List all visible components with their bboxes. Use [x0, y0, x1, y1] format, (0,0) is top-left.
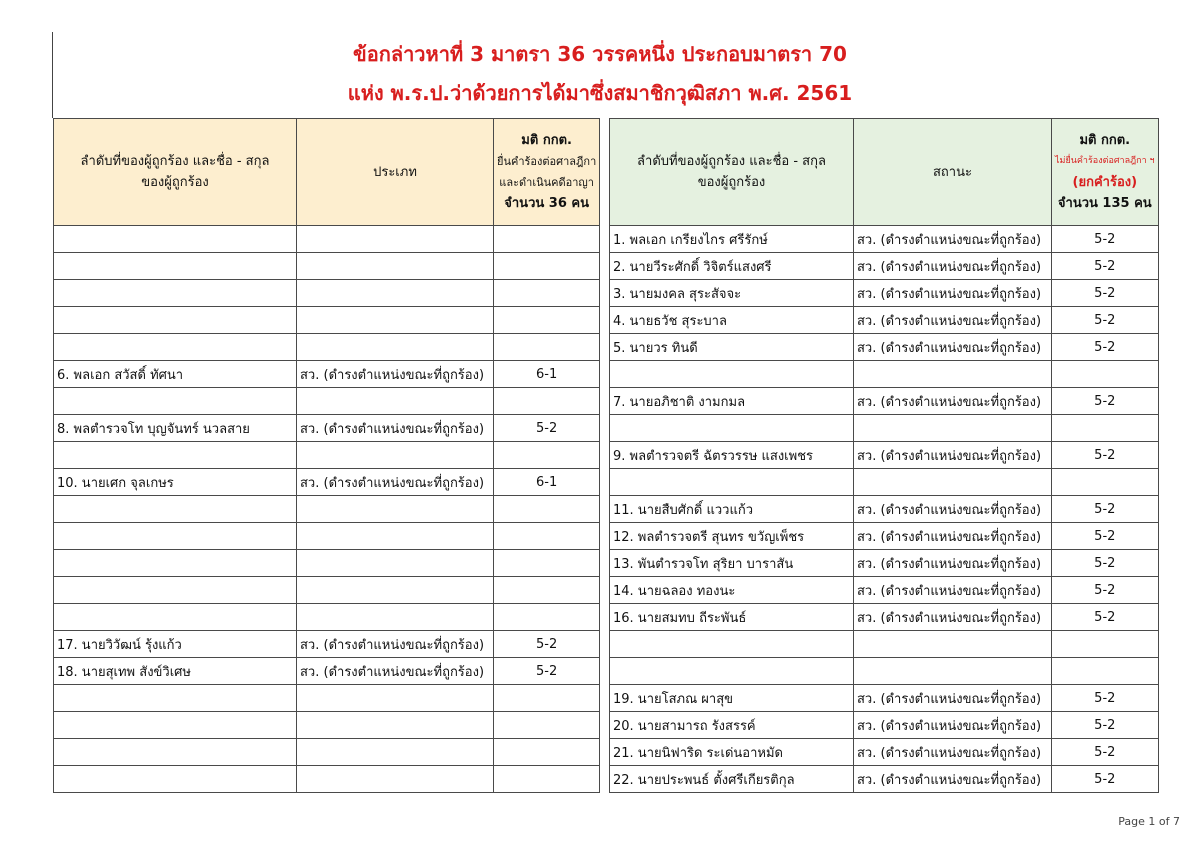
- left-cell-type: [297, 604, 494, 631]
- left-header-name: [54, 119, 297, 226]
- table-row: [610, 253, 1159, 280]
- left-cell-vote: [494, 253, 600, 280]
- left-cell-vote: 5-2: [494, 415, 600, 442]
- right-cell-vote: 5-2: [1052, 577, 1159, 604]
- left-cell-vote: [494, 388, 600, 415]
- left-cell-name: [54, 523, 297, 550]
- right-cell-name: [610, 631, 854, 658]
- right-cell-vote: 5-2: [1052, 604, 1159, 631]
- right-cell-name: 12. พลตำรวจตรี สุนทร ขวัญเพ็ชร: [610, 523, 854, 550]
- right-header-resolution-line-1: มติ กกต.: [1079, 133, 1131, 148]
- left-cell-vote: 6-1: [494, 469, 600, 496]
- right-cell-name: 13. พันตำรวจโท สุริยา บาราสัน: [610, 550, 854, 577]
- table-row: [610, 604, 1159, 631]
- left-cell-name: [54, 442, 297, 469]
- table-row: [610, 388, 1159, 415]
- left-cell-name: [54, 280, 297, 307]
- left-cell-type: [297, 280, 494, 307]
- right-cell-name: 7. นายอภิชาติ งามกมล: [610, 388, 854, 415]
- left-cell-name: [54, 550, 297, 577]
- right-cell-vote: 5-2: [1052, 334, 1159, 361]
- right-table-header-row: [610, 119, 1159, 226]
- left-header-name-line-2: ของผู้ถูกร้อง: [141, 175, 209, 190]
- right-cell-vote: 5-2: [1052, 226, 1159, 253]
- left-cell-name: [54, 604, 297, 631]
- left-cell-vote: [494, 604, 600, 631]
- right-cell-status: สว. (ดำรงตำแหน่งขณะที่ถูกร้อง): [854, 523, 1052, 550]
- right-cell-status: สว. (ดำรงตำแหน่งขณะที่ถูกร้อง): [854, 712, 1052, 739]
- left-cell-type: [297, 307, 494, 334]
- left-header-resolution-line-3: และดำเนินคดีอาญา: [499, 176, 594, 189]
- right-cell-name: 20. นายสามารถ รังสรรค์: [610, 712, 854, 739]
- right-header-name-line-1: ลำดับที่ของผู้ถูกร้อง และชื่อ - สกุล: [637, 154, 826, 169]
- right-cell-vote: [1052, 631, 1159, 658]
- left-cell-type: [297, 334, 494, 361]
- right-cell-status: [854, 469, 1052, 496]
- table-row: [54, 469, 600, 496]
- right-cell-vote: 5-2: [1052, 523, 1159, 550]
- right-cell-status: สว. (ดำรงตำแหน่งขณะที่ถูกร้อง): [854, 388, 1052, 415]
- left-cell-type: สว. (ดำรงตำแหน่งขณะที่ถูกร้อง): [297, 631, 494, 658]
- table-row: [610, 712, 1159, 739]
- left-cell-vote: [494, 226, 600, 253]
- table-row: [610, 496, 1159, 523]
- table-row: [610, 631, 1159, 658]
- table-row: [610, 766, 1159, 793]
- left-cell-vote: [494, 334, 600, 361]
- table-row: [54, 253, 600, 280]
- table-row: [610, 658, 1159, 685]
- right-cell-status: สว. (ดำรงตำแหน่งขณะที่ถูกร้อง): [854, 577, 1052, 604]
- left-header-resolution-line-4: จำนวน 36 คน: [504, 196, 589, 211]
- right-cell-vote: 5-2: [1052, 307, 1159, 334]
- table-row: [54, 415, 600, 442]
- left-table: [53, 118, 600, 793]
- left-cell-name: 10. นายเศก จุลเกษร: [54, 469, 297, 496]
- right-cell-name: 19. นายโสภณ ผาสุข: [610, 685, 854, 712]
- left-cell-vote: [494, 523, 600, 550]
- left-cell-type: [297, 712, 494, 739]
- right-cell-vote: 5-2: [1052, 550, 1159, 577]
- right-header-name-line-2: ของผู้ถูกร้อง: [697, 175, 766, 190]
- left-cell-name: [54, 496, 297, 523]
- right-cell-vote: 5-2: [1052, 388, 1159, 415]
- right-cell-vote: [1052, 469, 1159, 496]
- table-row: [54, 658, 600, 685]
- left-cell-name: 17. นายวิวัฒน์ รุ้งแก้ว: [54, 631, 297, 658]
- right-cell-name: [610, 469, 854, 496]
- right-header-resolution-line-3: (ยกคำร้อง): [1072, 175, 1138, 190]
- left-header-type: ประเภท: [297, 119, 494, 226]
- left-cell-name: 18. นายสุเทพ สังข์วิเศษ: [54, 658, 297, 685]
- left-header-resolution: [494, 119, 600, 226]
- left-cell-name: [54, 712, 297, 739]
- left-cell-vote: [494, 280, 600, 307]
- left-cell-type: [297, 523, 494, 550]
- table-row: [610, 523, 1159, 550]
- right-cell-name: [610, 361, 854, 388]
- right-header-resolution-line-4: จำนวน 135 คน: [1057, 196, 1152, 211]
- right-cell-vote: 5-2: [1052, 766, 1159, 793]
- table-row: [610, 577, 1159, 604]
- right-cell-name: 4. นายธวัช สุระบาล: [610, 307, 854, 334]
- right-table: [609, 118, 1159, 793]
- table-row: [54, 604, 600, 631]
- table-row: [610, 226, 1159, 253]
- left-cell-name: [54, 253, 297, 280]
- right-cell-status: สว. (ดำรงตำแหน่งขณะที่ถูกร้อง): [854, 496, 1052, 523]
- left-cell-name: [54, 685, 297, 712]
- left-cell-vote: [494, 496, 600, 523]
- right-cell-name: 9. พลตำรวจตรี ฉัตรวรรษ แสงเพชร: [610, 442, 854, 469]
- right-cell-status: สว. (ดำรงตำแหน่งขณะที่ถูกร้อง): [854, 550, 1052, 577]
- right-cell-vote: 5-2: [1052, 685, 1159, 712]
- table-row: [54, 712, 600, 739]
- page-number: Page 1 of 7: [1118, 815, 1180, 828]
- right-cell-name: 16. นายสมทบ ถีระพันธ์: [610, 604, 854, 631]
- right-cell-name: 1. พลเอก เกรียงไกร ศรีรักษ์: [610, 226, 854, 253]
- left-cell-name: [54, 739, 297, 766]
- left-cell-type: สว. (ดำรงตำแหน่งขณะที่ถูกร้อง): [297, 415, 494, 442]
- right-cell-name: 2. นายวีระศักดิ์ วิจิตร์แสงศรี: [610, 253, 854, 280]
- right-cell-name: 11. นายสืบศักดิ์ แววแก้ว: [610, 496, 854, 523]
- right-cell-status: สว. (ดำรงตำแหน่งขณะที่ถูกร้อง): [854, 604, 1052, 631]
- table-row: [54, 766, 600, 793]
- table-row: [54, 388, 600, 415]
- left-cell-vote: [494, 442, 600, 469]
- table-row: [610, 280, 1159, 307]
- left-cell-type: [297, 766, 494, 793]
- left-cell-vote: [494, 712, 600, 739]
- left-cell-name: 8. พลตำรวจโท บุญจันทร์ นวลสาย: [54, 415, 297, 442]
- right-cell-name: 14. นายฉลอง ทองนะ: [610, 577, 854, 604]
- right-header-resolution: [1052, 119, 1159, 226]
- table-row: [54, 226, 600, 253]
- right-cell-name: [610, 658, 854, 685]
- left-cell-type: [297, 253, 494, 280]
- right-cell-vote: 5-2: [1052, 739, 1159, 766]
- right-cell-vote: 5-2: [1052, 253, 1159, 280]
- right-cell-vote: 5-2: [1052, 442, 1159, 469]
- table-row: [610, 739, 1159, 766]
- left-cell-type: สว. (ดำรงตำแหน่งขณะที่ถูกร้อง): [297, 361, 494, 388]
- left-header-resolution-line-1: มติ กกต.: [521, 133, 572, 148]
- left-cell-type: [297, 739, 494, 766]
- right-cell-vote: 5-2: [1052, 496, 1159, 523]
- left-cell-vote: [494, 766, 600, 793]
- left-cell-type: [297, 550, 494, 577]
- table-row: [54, 334, 600, 361]
- left-table-header-row: [54, 119, 600, 226]
- table-row: [54, 496, 600, 523]
- left-cell-vote: 5-2: [494, 658, 600, 685]
- left-cell-vote: [494, 685, 600, 712]
- left-cell-vote: [494, 550, 600, 577]
- table-row: [54, 577, 600, 604]
- right-cell-status: [854, 415, 1052, 442]
- left-cell-name: [54, 307, 297, 334]
- table-row: [54, 631, 600, 658]
- right-cell-name: 22. นายประพนธ์ ตั้งศรีเกียรติกุล: [610, 766, 854, 793]
- table-row: [610, 334, 1159, 361]
- right-cell-status: สว. (ดำรงตำแหน่งขณะที่ถูกร้อง): [854, 442, 1052, 469]
- right-cell-status: สว. (ดำรงตำแหน่งขณะที่ถูกร้อง): [854, 280, 1052, 307]
- left-cell-vote: 6-1: [494, 361, 600, 388]
- left-cell-name: 6. พลเอก สวัสดิ์ ทัศนา: [54, 361, 297, 388]
- table-row: [54, 523, 600, 550]
- table-row: [54, 280, 600, 307]
- table-row: [610, 442, 1159, 469]
- left-cell-type: [297, 496, 494, 523]
- table-row: [610, 550, 1159, 577]
- left-cell-vote: 5-2: [494, 631, 600, 658]
- right-cell-name: 21. นายนิฟาริด ระเด่นอาหมัด: [610, 739, 854, 766]
- table-row: [54, 550, 600, 577]
- table-row: [54, 307, 600, 334]
- table-row: [610, 361, 1159, 388]
- right-header-resolution-line-2: ไม่ยื่นคำร้องต่อศาลฎีกา ฯ: [1055, 156, 1155, 166]
- table-row: [54, 361, 600, 388]
- table-row: [54, 685, 600, 712]
- left-cell-vote: [494, 739, 600, 766]
- left-cell-name: [54, 766, 297, 793]
- left-cell-type: [297, 577, 494, 604]
- right-cell-status: สว. (ดำรงตำแหน่งขณะที่ถูกร้อง): [854, 766, 1052, 793]
- left-cell-type: สว. (ดำรงตำแหน่งขณะที่ถูกร้อง): [297, 469, 494, 496]
- right-cell-status: [854, 361, 1052, 388]
- right-cell-vote: [1052, 361, 1159, 388]
- left-cell-vote: [494, 307, 600, 334]
- left-cell-type: สว. (ดำรงตำแหน่งขณะที่ถูกร้อง): [297, 658, 494, 685]
- right-cell-name: 3. นายมงคล สุระสัจจะ: [610, 280, 854, 307]
- right-cell-status: สว. (ดำรงตำแหน่งขณะที่ถูกร้อง): [854, 307, 1052, 334]
- left-cell-type: [297, 685, 494, 712]
- table-row: [54, 442, 600, 469]
- document-title-line-1: ข้อกล่าวหาที่ 3 มาตรา 36 วรรคหนึ่ง ประกอบมาตรา 70: [353, 42, 847, 66]
- right-cell-vote: 5-2: [1052, 712, 1159, 739]
- left-header-resolution-line-2: ยื่นคำร้องต่อศาลฎีกา: [497, 155, 597, 168]
- right-cell-vote: [1052, 415, 1159, 442]
- right-cell-status: สว. (ดำรงตำแหน่งขณะที่ถูกร้อง): [854, 253, 1052, 280]
- right-header-status: สถานะ: [854, 119, 1052, 226]
- table-row: [610, 685, 1159, 712]
- table-row: [610, 469, 1159, 496]
- left-cell-type: [297, 388, 494, 415]
- right-cell-status: [854, 658, 1052, 685]
- table-row: [610, 415, 1159, 442]
- right-cell-vote: [1052, 658, 1159, 685]
- left-cell-name: [54, 388, 297, 415]
- left-cell-name: [54, 577, 297, 604]
- right-cell-status: สว. (ดำรงตำแหน่งขณะที่ถูกร้อง): [854, 334, 1052, 361]
- right-cell-status: [854, 631, 1052, 658]
- left-cell-name: [54, 334, 297, 361]
- table-row: [610, 307, 1159, 334]
- right-cell-vote: 5-2: [1052, 280, 1159, 307]
- right-cell-name: 5. นายวร ทินดี: [610, 334, 854, 361]
- right-cell-status: สว. (ดำรงตำแหน่งขณะที่ถูกร้อง): [854, 685, 1052, 712]
- table-row: [54, 739, 600, 766]
- right-cell-status: สว. (ดำรงตำแหน่งขณะที่ถูกร้อง): [854, 226, 1052, 253]
- left-cell-vote: [494, 577, 600, 604]
- document-title-line-2: แห่ง พ.ร.ป.ว่าด้วยการได้มาซึ่งสมาชิกวุฒิสภา พ.ศ. 2561: [347, 81, 853, 105]
- right-cell-status: สว. (ดำรงตำแหน่งขณะที่ถูกร้อง): [854, 739, 1052, 766]
- left-cell-name: [54, 226, 297, 253]
- left-header-name-line-1: ลำดับที่ของผู้ถูกร้อง และชื่อ - สกุล: [80, 154, 270, 169]
- left-cell-type: [297, 442, 494, 469]
- right-cell-name: [610, 415, 854, 442]
- left-cell-type: [297, 226, 494, 253]
- right-header-name: [610, 119, 854, 226]
